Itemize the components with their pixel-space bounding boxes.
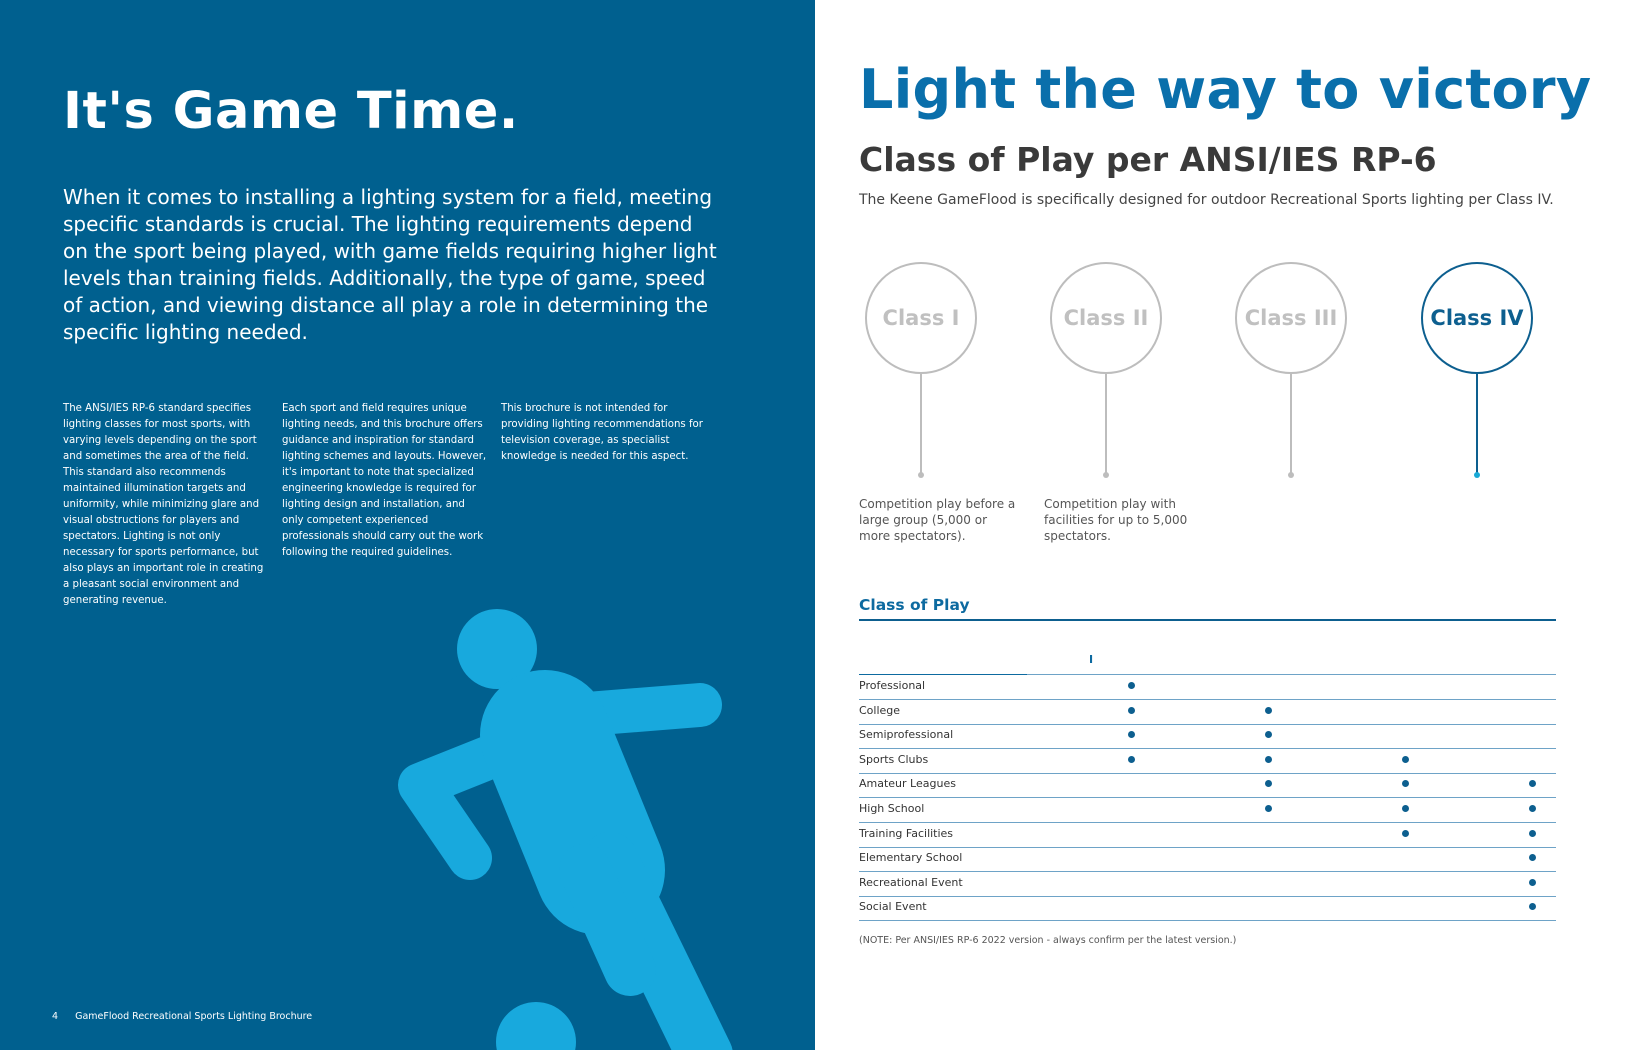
class-mark-dot bbox=[1529, 879, 1536, 886]
class-mark-dot bbox=[1402, 780, 1409, 787]
table-row bbox=[859, 773, 1556, 798]
pin-dot bbox=[1288, 472, 1294, 478]
class-mark-dot bbox=[1265, 731, 1272, 738]
table-column-header: I bbox=[1089, 653, 1094, 666]
class-mark-dot bbox=[1402, 756, 1409, 763]
class-mark-dot bbox=[1529, 854, 1536, 861]
class-mark-dot bbox=[1529, 903, 1536, 910]
class-circle: Class I bbox=[865, 262, 977, 374]
class-mark-dot bbox=[1529, 830, 1536, 837]
intro-paragraph: When it comes to installing a lighting system for a field, meeting specific standards is crucial. The lighting requirements depend on the sport being played, with game fields requiring higher light levels than training fields. Additionally, the type of game, speed of action, and viewing distance all play a role in determining the specific lighting needed. bbox=[63, 185, 717, 344]
table-row bbox=[859, 700, 1556, 725]
page-title: Light the way to victory bbox=[859, 58, 1592, 121]
row-label: College bbox=[859, 703, 901, 717]
page-headline: It's Game Time. bbox=[63, 82, 519, 141]
row-label: Semiprofessional bbox=[859, 728, 954, 742]
row-label: Sports Clubs bbox=[859, 752, 929, 766]
class-circle: Class IV bbox=[1421, 262, 1533, 374]
table-row bbox=[859, 724, 1556, 749]
body-column-3: This brochure is not intended for providing lighting recommendations for television coverage, as specialist knowledge is needed for this aspect. bbox=[501, 403, 703, 462]
section-subtitle: Class of Play per ANSI/IES RP-6 bbox=[859, 140, 1437, 179]
table-row bbox=[859, 675, 1556, 700]
class-circle: Class II bbox=[1050, 262, 1162, 374]
row-label: Training Facilities bbox=[859, 826, 954, 840]
table-row bbox=[859, 823, 1556, 848]
row-label: Elementary School bbox=[859, 851, 963, 865]
class-1-description: Competition play before a large group (5,000 or more spectators). bbox=[859, 497, 1016, 543]
pin-dot bbox=[1474, 472, 1480, 478]
row-label: Social Event bbox=[859, 900, 927, 914]
body-column-1: The ANSI/IES RP-6 standard specifies lighting classes for most sports, with varying levels depending on the sport and sometimes the area of the field. This standard also recommends maintained illumination targets and uniformity, while minimizing glare and visual obstructions for players and spectators. Lighting is not only necessary for sports performance, but also plays an important role in creating a pleasant social environment and generating revenue. bbox=[63, 403, 264, 606]
table-row bbox=[859, 798, 1556, 823]
class-mark-dot bbox=[1529, 780, 1536, 787]
row-label: Recreational Event bbox=[859, 875, 963, 889]
page-number: 4 bbox=[52, 1011, 59, 1022]
class-pin-4 bbox=[1421, 262, 1533, 484]
row-label: Professional bbox=[859, 679, 926, 692]
row-label: High School bbox=[859, 802, 925, 815]
class-mark-dot bbox=[1128, 731, 1135, 738]
class-pin-1 bbox=[865, 262, 977, 484]
body-column-2: Each sport and field requires unique lighting needs, and this brochure offers guidance and inspiration for standard lighting schemes and layouts. However, it's important to note that specialized engineering knowledge is required for lighting design and installation, and only competent experienced professionals should carry out the work following the required guidelines. bbox=[282, 403, 487, 558]
pin-stem bbox=[1476, 374, 1478, 474]
pin-stem bbox=[1105, 374, 1107, 474]
class-mark-dot bbox=[1128, 682, 1135, 689]
class-pin-3 bbox=[1235, 262, 1347, 484]
footer-text: GameFlood Recreational Sports Lighting Brochure bbox=[75, 1011, 313, 1022]
pin-stem bbox=[920, 374, 922, 474]
player-back-arm bbox=[420, 755, 495, 858]
row-label: Amateur Leagues bbox=[859, 777, 956, 791]
class-mark-dot bbox=[1529, 805, 1536, 812]
table-note: (NOTE: Per ANSI/IES RP-6 2022 version - always confirm per the latest version.) bbox=[859, 935, 1237, 946]
class-mark-dot bbox=[1128, 707, 1135, 714]
class-circle: Class III bbox=[1235, 262, 1347, 374]
class-mark-dot bbox=[1128, 756, 1135, 763]
page-footer bbox=[52, 1011, 312, 1022]
class-mark-dot bbox=[1402, 805, 1409, 812]
class-mark-dot bbox=[1265, 805, 1272, 812]
class-mark-dot bbox=[1265, 707, 1272, 714]
class-mark-dot bbox=[1265, 780, 1272, 787]
pin-dot bbox=[1103, 472, 1109, 478]
table-title-rule bbox=[859, 619, 1556, 621]
soccer-ball-icon bbox=[496, 1002, 576, 1050]
class-mark-dot bbox=[1402, 830, 1409, 837]
right-page bbox=[815, 0, 1627, 1050]
pin-stem bbox=[1290, 374, 1292, 474]
table-title: Class of Play bbox=[859, 596, 970, 614]
class-pin-2 bbox=[1050, 262, 1162, 484]
table-row bbox=[859, 896, 1556, 921]
table-row bbox=[859, 847, 1556, 872]
pin-dot bbox=[918, 472, 924, 478]
table-row bbox=[859, 749, 1556, 774]
section-description: The Keene GameFlood is specifically designed for outdoor Recreational Sports lighting per Class IV. bbox=[859, 192, 1554, 208]
class-2-description: Competition play with facilities for up to 5,000 spectators. bbox=[1044, 497, 1188, 543]
class-mark-dot bbox=[1265, 756, 1272, 763]
table-row bbox=[859, 872, 1556, 897]
